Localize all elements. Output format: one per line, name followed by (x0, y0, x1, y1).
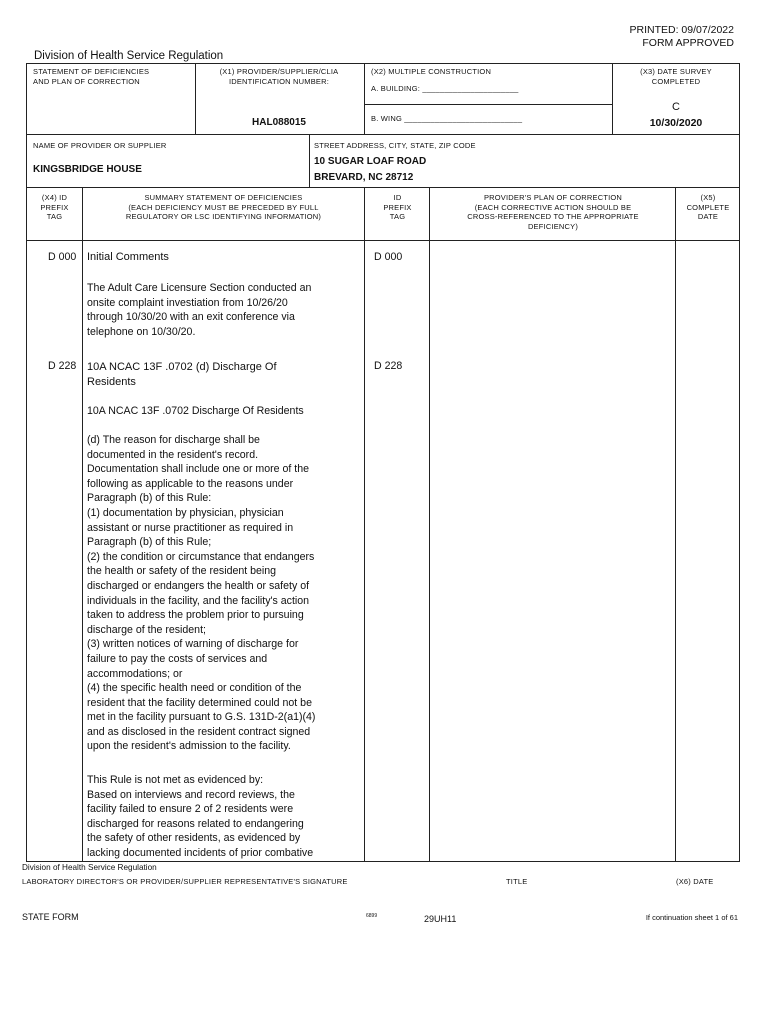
x3-label: (X3) DATE SURVEY COMPLETED (640, 67, 712, 86)
x2-label: (X2) MULTIPLE CONSTRUCTION (371, 67, 492, 76)
entry-title: Initial Comments (87, 251, 169, 263)
entry-body: The Adult Care Licensure Section conducted an onsite complaint investiation from 10/26/20 through 10/30/20 with an exit conference via telephone on 10/30/20. (87, 282, 312, 338)
entry-body-finding: This Rule is not met as evidenced by: Based on interviews and record reviews, the facility failed to ensure 2 of 2 residents were discharged for reasons related to endangering the safety of other residents, as evidenced by lacking documented incidents of prior combative (87, 774, 314, 859)
event-id: 29UH11 (424, 914, 457, 924)
title-label: TITLE (506, 877, 528, 886)
building-field: A. BUILDING: ______________________ (371, 84, 519, 93)
x1-label: (X1) PROVIDER/SUPPLIER/CLIA IDENTIFICATION NUMBER: (219, 67, 339, 86)
survey-date: 10/30/2020 (649, 117, 703, 129)
entry-tag: D 228 (48, 360, 77, 372)
wing-field: B. WING ___________________________ (371, 114, 523, 123)
statement-label: STATEMENT OF DEFICIENCIES AND PLAN OF CORRECTION (33, 67, 150, 86)
entry-tag: D 000 (48, 251, 77, 263)
form-number: 6899 (366, 913, 378, 919)
entry-id-tag: D 000 (374, 251, 403, 263)
col-x4-header: (X4) ID PREFIX TAG (40, 193, 69, 221)
address-label: STREET ADDRESS, CITY, STATE, ZIP CODE (314, 141, 476, 150)
col-x5-header: (X5) COMPLETE DATE (686, 193, 730, 221)
survey-code: C (672, 101, 680, 113)
x6-date-label: (X6) DATE (676, 877, 714, 886)
form-approved: FORM APPROVED (642, 37, 734, 49)
col-id-header: ID PREFIX TAG (383, 193, 412, 221)
division-title: Division of Health Service Regulation (34, 50, 224, 62)
address-line1: 10 SUGAR LOAF ROAD (314, 156, 427, 167)
printed-date: PRINTED: 09/07/2022 (629, 24, 734, 36)
entry-body: 10A NCAC 13F .0702 Discharge Of Residents (87, 405, 304, 417)
provider-label: NAME OF PROVIDER OR SUPPLIER (33, 141, 167, 150)
state-form-label: STATE FORM (22, 912, 79, 922)
signature-label: LABORATORY DIRECTOR'S OR PROVIDER/SUPPLIER REPRESENTATIVE'S SIGNATURE (22, 877, 348, 886)
footer-division: Division of Health Service Regulation (22, 863, 157, 872)
continuation-sheet: If continuation sheet 1 of 61 (645, 913, 738, 922)
col-summary-header: SUMMARY STATEMENT OF DEFICIENCIES (EACH DEFICIENCY MUST BE PRECEDED BY FULL REGULATORY OR LSC IDENTIFYING INFORMATION) (125, 193, 322, 221)
col-plan-header: PROVIDER'S PLAN OF CORRECTION (EACH CORRECTIVE ACTION SHOULD BE CROSS-REFERENCED TO THE APPROPRIATE DEFICIENCY) (467, 193, 639, 231)
address-line2: BREVARD, NC 28712 (314, 172, 414, 183)
entry-body-rule: (d) The reason for discharge shall be documented in the resident's record. Documentation shall include one or more of the following as applicable to the reasons under Paragraph (b) of this Rule: (1) documentation by physician, physician assistant or nurse practitioner as required in Paragraph (b) of this Rule; (2) the condition or circumstance that endangers the health or safety of the resident being discharged or endangers the health or safety of individuals in the facility, and the facility's action taken to address the problem prior to pursuing discharge of the resident; (3) written notices of warning of discharge for failure to pay the costs of services and accommodations; or (4) the specific health need or condition of the resident that the facility determined could not be met in the facility pursuant to G.S. 131D-2(a1)(4) and as disclosed in the resident contract signed upon the resident's admission to the facility. (87, 434, 316, 753)
provider-id: HAL088015 (252, 117, 306, 128)
entry-id-tag: D 228 (374, 360, 403, 372)
provider-name: KINGSBRIDGE HOUSE (33, 164, 142, 175)
entry-title: 10A NCAC 13F .0702 (d) Discharge Of Residents (87, 361, 277, 388)
